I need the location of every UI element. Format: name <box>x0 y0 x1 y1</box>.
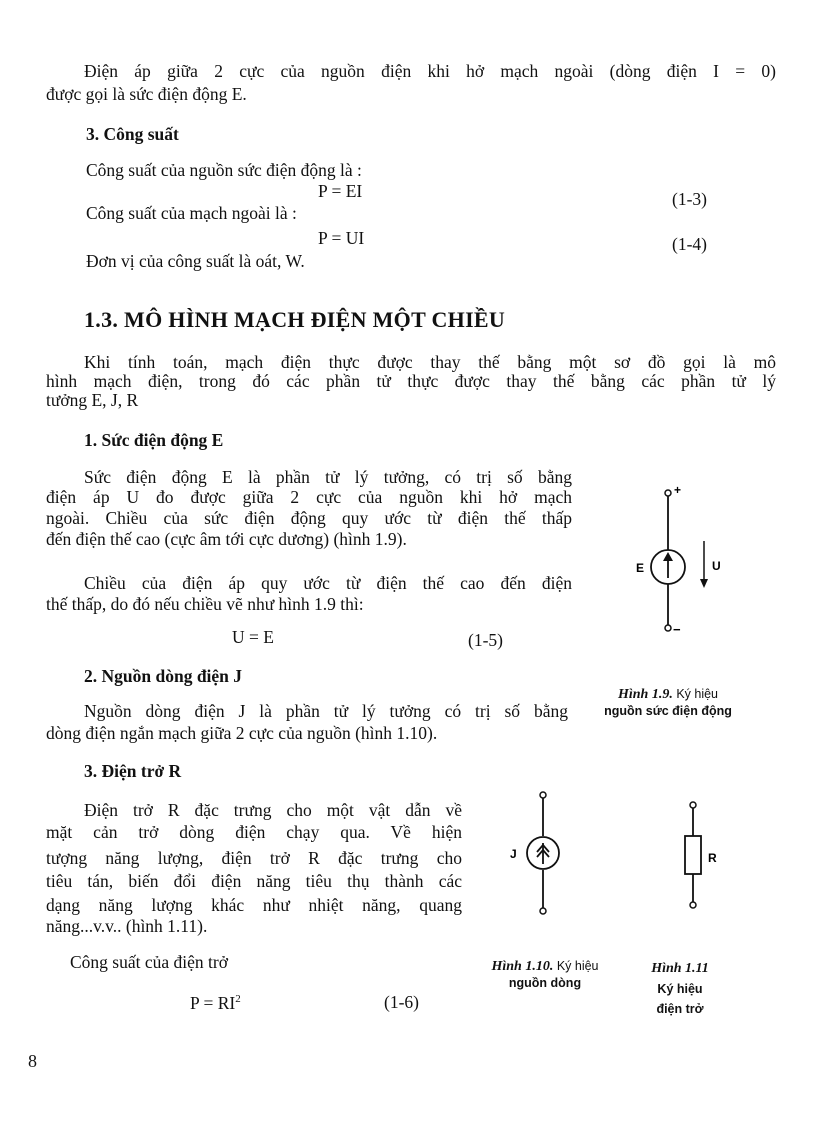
emf-line-3: ngoài. Chiều của sức điện động quy ước từ điện thế thấp <box>46 508 572 528</box>
emf-line-2: điện áp U đo được giữa 2 cực của nguồn khi hở mạch <box>46 487 572 507</box>
emf-formula: U = E <box>232 627 274 647</box>
eq-number-1-3: (1-3) <box>672 189 707 209</box>
emf-line-5: Chiều của điện áp quy ước từ điện thế cao đến điện <box>84 573 572 593</box>
current-source-line-2: dòng điện ngắn mạch giữa 2 cực của nguồn (hình 1.10). <box>46 723 438 743</box>
resistor-line-3: tượng năng lượng, điện trở R đặc trưng cho <box>46 848 462 868</box>
positive-terminal-icon <box>665 490 671 496</box>
intro-line-2: được gọi là sức điện động E. <box>46 84 247 104</box>
top-terminal-icon <box>540 792 546 798</box>
section-para-line-2: hình mạch điện, trong đó các phần tử thực được thay thế bằng các phần tử lý <box>46 371 776 391</box>
resistor-heading: 3. Điện trở R <box>84 761 182 781</box>
minus-label: − <box>673 622 681 637</box>
emf-source-symbol <box>620 478 730 638</box>
resistor-formula-base: P = RI <box>190 992 236 1013</box>
negative-terminal-icon <box>665 625 671 631</box>
figure-1-11-caption-text-2: điện trở <box>656 1002 704 1016</box>
resistor-power-text: Công suất của điện trở <box>70 952 228 972</box>
figure-1-9-caption-text-1: Ký hiệu <box>676 687 719 701</box>
resistor-line-5: dạng năng lượng khác như nhiệt năng, quang <box>46 895 462 915</box>
resistor-line-6: năng...v.v.. (hình 1.11). <box>46 916 208 936</box>
figure-1-11-caption <box>640 958 720 1019</box>
u-label: U <box>712 559 721 573</box>
figure-1-9-caption-text-2: nguồn sức điện động <box>604 704 732 718</box>
section-title: 1.3. MÔ HÌNH MẠCH ĐIỆN MỘT CHIỀU <box>84 307 506 332</box>
r-label: R <box>708 851 717 865</box>
page-number: 8 <box>28 1051 37 1071</box>
arrow-down-icon <box>700 579 708 588</box>
figure-1-10-number: Hình 1.10. <box>491 959 554 974</box>
emf-line-6: thế thấp, do đó nếu chiều vẽ như hình 1.9 thì: <box>46 594 364 614</box>
section-para-line-1: Khi tính toán, mạch điện thực được thay thế bằng một sơ đồ gọi là mô <box>84 352 776 372</box>
j-label: J <box>510 847 517 861</box>
section-para-line-3: tưởng E, J, R <box>46 390 139 410</box>
figure-1-11-caption-text-1: Ký hiệu <box>657 982 703 996</box>
current-source-line-1: Nguồn dòng điện J là phần tử lý tưởng có trị số bằng <box>84 701 568 721</box>
power-load-text: Công suất của mạch ngoài là : <box>86 203 297 223</box>
emf-line-4: đến điện thế cao (cực âm tới cực dương) (hình 1.9). <box>46 529 407 549</box>
power-unit-text: Đơn vị của công suất là oát, W. <box>86 251 305 271</box>
figure-1-10-caption-text-1: Ký hiệu <box>556 959 599 973</box>
bottom-terminal-icon <box>690 902 696 908</box>
resistor-body-icon <box>685 836 701 874</box>
emf-heading: 1. Sức điện động E <box>84 430 224 450</box>
resistor-line-1: Điện trở R đặc trưng cho một vật dẫn về <box>84 800 462 820</box>
power-load-formula: P = UI <box>318 228 365 248</box>
resistor-formula-exponent: 2 <box>235 993 241 1005</box>
top-terminal-icon <box>690 802 696 808</box>
bottom-terminal-icon <box>540 908 546 914</box>
resistor-symbol <box>660 798 740 918</box>
figure-1-11-number: Hình 1.11 <box>651 961 709 976</box>
power-source-formula: P = EI <box>318 181 363 201</box>
resistor-line-4: tiêu tán, biến đổi điện năng tiêu thụ thành các <box>46 871 462 891</box>
arrow-up-icon <box>663 552 673 561</box>
plus-label: + <box>674 483 682 497</box>
figure-1-9-number: Hình 1.9. <box>617 687 673 702</box>
eq-number-1-6: (1-6) <box>384 992 419 1012</box>
intro-line-1: Điện áp giữa 2 cực của nguồn điện khi hở mạch ngoài (dòng điện I = 0) <box>84 61 776 81</box>
figure-1-9-caption <box>588 686 748 719</box>
e-label: E <box>636 561 645 575</box>
resistor-formula <box>190 988 241 1014</box>
resistor-line-2: mặt cản trở dòng điện chạy qua. Về hiện <box>46 822 462 842</box>
emf-line-1: Sức điện động E là phần tử lý tưởng, có trị số bằng <box>84 467 572 487</box>
figure-1-10-caption-text-2: nguồn dòng <box>508 976 582 990</box>
power-source-text: Công suất của nguồn sức điện động là : <box>86 160 362 180</box>
current-source-heading: 2. Nguồn dòng điện J <box>84 666 243 686</box>
eq-number-1-5: (1-5) <box>468 630 503 650</box>
current-source-symbol <box>500 788 590 918</box>
figure-1-10-caption <box>470 958 620 991</box>
eq-number-1-4: (1-4) <box>672 234 707 254</box>
power-heading: 3. Công suất <box>86 124 179 144</box>
